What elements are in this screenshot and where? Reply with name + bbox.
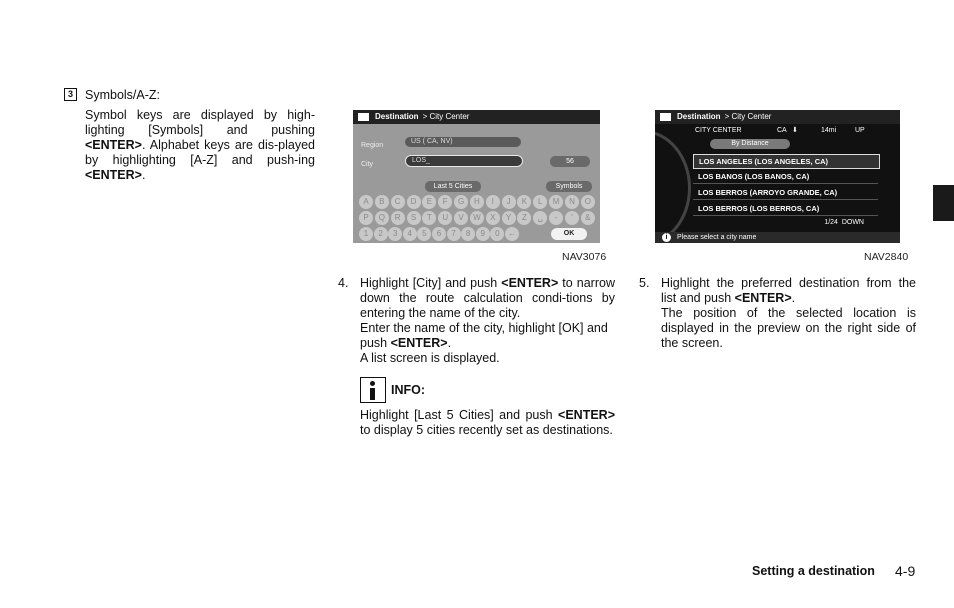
key-button[interactable]: 7 bbox=[447, 227, 461, 241]
keyboard-screenshot bbox=[353, 110, 600, 243]
by-distance-button[interactable]: By Distance bbox=[710, 139, 790, 149]
info-icon bbox=[360, 377, 386, 403]
key-button[interactable]: N bbox=[565, 195, 579, 209]
step-5-text: Highlight the preferred destination from the list and push <ENTER>. bbox=[661, 276, 916, 305]
key-button[interactable]: 6 bbox=[432, 227, 446, 241]
caption-nav3076: NAV3076 bbox=[562, 251, 607, 263]
key-button[interactable]: ␣ bbox=[533, 211, 547, 225]
key-button[interactable]: G bbox=[454, 195, 468, 209]
caption-nav2840: NAV2840 bbox=[864, 251, 909, 263]
screen-breadcrumb: > City Center bbox=[422, 112, 470, 121]
sort-down-icon: ⬇ bbox=[792, 127, 798, 134]
key-button[interactable]: B bbox=[375, 195, 389, 209]
list-item[interactable]: LOS BERROS (ARROYO GRANDE, CA) bbox=[693, 186, 878, 200]
ok-button[interactable]: OK bbox=[551, 228, 587, 240]
key-button[interactable]: I bbox=[486, 195, 500, 209]
key-button[interactable]: D bbox=[407, 195, 421, 209]
subheading: Symbols/A-Z: bbox=[85, 88, 161, 102]
key-button[interactable]: R bbox=[391, 211, 405, 225]
key-button[interactable]: 2 bbox=[374, 227, 388, 241]
city-field[interactable]: LOS_ bbox=[405, 155, 523, 167]
list-item[interactable]: LOS ANGELES (LOS ANGELES, CA) bbox=[693, 154, 880, 169]
region-label: Region bbox=[361, 142, 384, 149]
key-button[interactable]: E bbox=[422, 195, 436, 209]
key-button[interactable]: 3 bbox=[388, 227, 402, 241]
key-row-2 bbox=[359, 211, 595, 225]
step-4-text-2: Enter the name of the city, highlight [OK] and push <ENTER>. bbox=[360, 321, 608, 350]
section-marker: 3 bbox=[64, 88, 77, 101]
last-5-cities-button[interactable]: Last 5 Cities bbox=[425, 181, 481, 192]
key-button[interactable]: 4 bbox=[403, 227, 417, 241]
key-button[interactable]: U bbox=[438, 211, 452, 225]
scroll-up-button[interactable]: UP bbox=[855, 127, 865, 134]
key-button[interactable]: H bbox=[470, 195, 484, 209]
info-text: Highlight [Last 5 Cities] and push <ENTER> to display 5 cities recently set as destinations. bbox=[360, 408, 615, 437]
list-header bbox=[695, 126, 870, 136]
screen-titlebar bbox=[655, 110, 900, 124]
key-button[interactable]: C bbox=[391, 195, 405, 209]
key-button[interactable]: M bbox=[549, 195, 563, 209]
key-button[interactable]: ' bbox=[565, 211, 579, 225]
key-button[interactable]: L bbox=[533, 195, 547, 209]
key-button[interactable]: X bbox=[486, 211, 500, 225]
col1-body: Symbol keys are displayed by high-lighting [Symbols] and pushing <ENTER>. Alphabet keys are dis-played by highlighting [A-Z] and push-ing <ENTER>. bbox=[85, 108, 315, 182]
screen-title: Destination bbox=[375, 112, 419, 121]
key-button[interactable]: Q bbox=[375, 211, 389, 225]
column-state[interactable]: CA bbox=[777, 127, 787, 134]
key-button[interactable]: J bbox=[502, 195, 516, 209]
preview-arc bbox=[655, 130, 691, 243]
city-label: City bbox=[361, 161, 374, 168]
key-button[interactable]: O bbox=[581, 195, 595, 209]
key-button[interactable]: - bbox=[549, 211, 563, 225]
step-4-text-3: A list screen is displayed. bbox=[360, 351, 500, 365]
info-icon: i bbox=[662, 233, 671, 242]
screen-breadcrumb: > City Center bbox=[724, 112, 772, 121]
list-item[interactable]: LOS BERROS (LOS BERROS, CA) bbox=[693, 202, 878, 216]
info-label: INFO: bbox=[391, 383, 426, 397]
key-button[interactable]: Z bbox=[517, 211, 531, 225]
result-count: 56 bbox=[550, 156, 590, 167]
key-button[interactable]: F bbox=[438, 195, 452, 209]
key-button[interactable]: & bbox=[581, 211, 595, 225]
page-number: 4-9 bbox=[895, 563, 916, 579]
key-button[interactable]: 1 bbox=[359, 227, 373, 241]
key-button[interactable]: ← bbox=[505, 227, 519, 241]
region-field[interactable]: US ( CA, NV) bbox=[405, 137, 521, 147]
key-button[interactable]: A bbox=[359, 195, 373, 209]
page-count-text: 1/24 bbox=[824, 219, 838, 226]
column-city-center[interactable]: CITY CENTER bbox=[695, 127, 742, 134]
key-button[interactable]: T bbox=[422, 211, 436, 225]
key-button[interactable]: K bbox=[517, 195, 531, 209]
column-distance: 14mi bbox=[821, 127, 837, 134]
flag-icon bbox=[660, 113, 671, 121]
key-button[interactable]: P bbox=[359, 211, 373, 225]
key-button[interactable]: 0 bbox=[490, 227, 504, 241]
chapter-tab bbox=[933, 185, 954, 221]
key-button[interactable]: W bbox=[470, 211, 484, 225]
footer-section-title: Setting a destination bbox=[752, 564, 875, 578]
flag-icon bbox=[358, 113, 369, 121]
step-4-text: Highlight [City] and push <ENTER> to narrow down the route calculation condi-tions by entering the name of the city. bbox=[360, 276, 615, 320]
city-list-screenshot bbox=[655, 110, 900, 243]
symbols-button[interactable]: Symbols bbox=[546, 181, 592, 192]
key-button[interactable]: V bbox=[454, 211, 468, 225]
list-page-count bbox=[824, 215, 864, 230]
key-button[interactable]: S bbox=[407, 211, 421, 225]
footer-text: Please select a city name bbox=[677, 234, 757, 241]
key-button[interactable]: 9 bbox=[476, 227, 490, 241]
scroll-down-button[interactable]: DOWN bbox=[841, 219, 864, 226]
key-button[interactable]: 5 bbox=[417, 227, 431, 241]
screen-footer bbox=[655, 232, 900, 243]
key-button[interactable]: 8 bbox=[461, 227, 475, 241]
screen-titlebar bbox=[353, 110, 600, 124]
list-item[interactable]: LOS BANOS (LOS BANOS, CA) bbox=[693, 170, 878, 184]
key-button[interactable]: Y bbox=[502, 211, 516, 225]
key-row-3 bbox=[359, 227, 519, 241]
step-5-number: 5. bbox=[639, 276, 650, 290]
step-4-number: 4. bbox=[338, 276, 349, 290]
key-row-1 bbox=[359, 195, 595, 209]
step-5-text-2: The position of the selected location is displayed in the preview on the right side of the screen. bbox=[661, 306, 916, 350]
screen-title: Destination bbox=[677, 112, 721, 121]
